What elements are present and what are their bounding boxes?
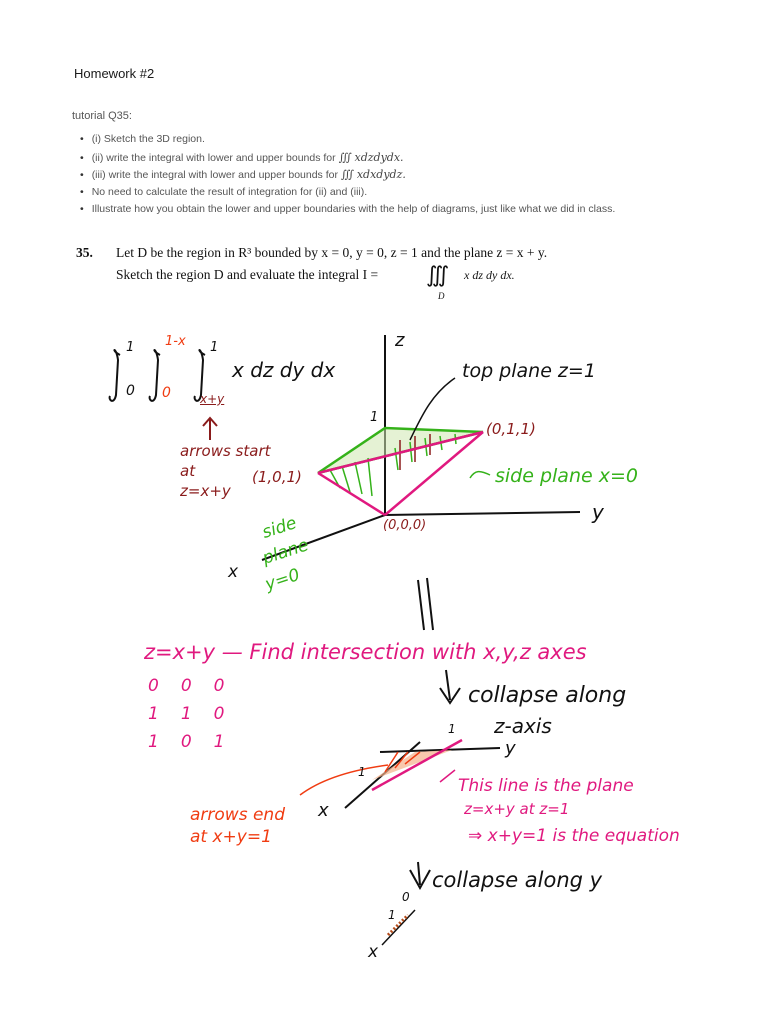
collapse-z-axis: z-axis [494,714,552,738]
arrows-end-pointer [300,765,388,795]
point-0-1-1: (0,1,1) [486,420,536,438]
x-tick-one: 1 [358,765,366,779]
line-note-3: ⇒ x+y=1 is the equation [468,826,680,846]
side-plane-y-2: plane [260,535,312,569]
integral-sign-y [150,350,160,401]
origin-label: (0,0,0) [383,518,427,533]
collapse-y-arrow-icon [410,862,430,888]
problem-line-1: Let D be the region in R³ bounded by x = 0, y = 0, z = 1 and the plane z = x + y. [116,245,548,260]
z-axis-label: z [395,330,405,351]
upper-z: 1 [210,340,219,355]
small-one: 1 [388,908,396,922]
problem-line-2: Sketch the region D and evaluate the integral I = [116,267,379,282]
line-note-pointer [440,770,455,782]
integral-region: D [438,291,445,301]
side-plane-y-3: y=0 [262,565,303,595]
point-1-0-1: (1,0,1) [252,468,302,486]
y-axis-label: y [592,500,604,524]
arrows-start-at: at [180,462,196,480]
arrows-start-label: arrows start [180,442,271,460]
arrows-start-eq: z=x+y [180,482,231,500]
small-zero: 0 [402,890,410,904]
integral-sign-x [110,350,120,401]
tutorial-label: tutorial Q35: [72,110,132,122]
x-axis-1d [382,910,415,945]
instruction-item: • Illustrate how you obtain the lower and upper boundaries with the help of diagrams, just like what we did in class. [80,201,615,219]
problem-integrand: x dz dy dx. [464,268,515,282]
x-axis-label-2d: x [318,800,329,821]
arrow-up-icon [203,418,217,440]
find-intersection-heading: z=x+y — Find intersection with x,y,z axes [144,640,587,664]
side-plane-pointer [470,472,490,478]
problem-number: 35. [76,245,93,260]
collapse-y-label: collapse along y [432,868,603,892]
x-axis-label: x [228,562,239,582]
integral-integrand: x dz dy dx [232,358,336,382]
triple-integral-sign: ∭ [426,262,450,287]
side-plane-x-label: side plane x=0 [495,465,638,487]
top-plane-label: top plane z=1 [462,360,596,382]
table-row: 000 [148,676,247,696]
homework-title: Homework #2 [74,66,155,81]
collapse-z-label: collapse along [468,683,627,708]
instruction-item: • (i) Sketch the 3D region. [80,131,615,149]
y-axis [385,512,580,515]
instruction-item: • No need to calculate the result of integration for (ii) and (iii). [80,184,615,202]
side-plane-y-1: side [259,513,300,543]
instruction-item: • (iii) write the integral with lower and upper bounds for ∭ xdxdydz. [80,166,615,184]
lower-y: 0 [162,385,171,401]
arrows-end-label: arrows end [190,805,285,825]
y-tick-one: 1 [448,722,456,736]
table-row: 110 [148,704,247,724]
lower-x: 0 [126,383,135,399]
line-note-2: z=x+y at z=1 [464,800,570,818]
y-axis-label-2d: y [505,738,516,759]
table-row: 101 [148,732,247,752]
collapse-z-arrow-icon [440,670,460,703]
upper-y: 1-x [165,334,186,349]
x-axis-label-1d: x [368,942,379,962]
z-tick-one: 1 [370,410,379,425]
arrows-end-eq: at x+y=1 [190,827,272,847]
down-arrow-icon [418,578,433,630]
upper-x: 1 [126,340,135,355]
lower-z: x+y [200,392,225,406]
line-note-1: This line is the plane [458,776,634,796]
instruction-item: • (ii) write the integral with lower and upper bounds for ∭ xdzdydx. [80,149,615,167]
pink-edge-x [318,473,385,515]
